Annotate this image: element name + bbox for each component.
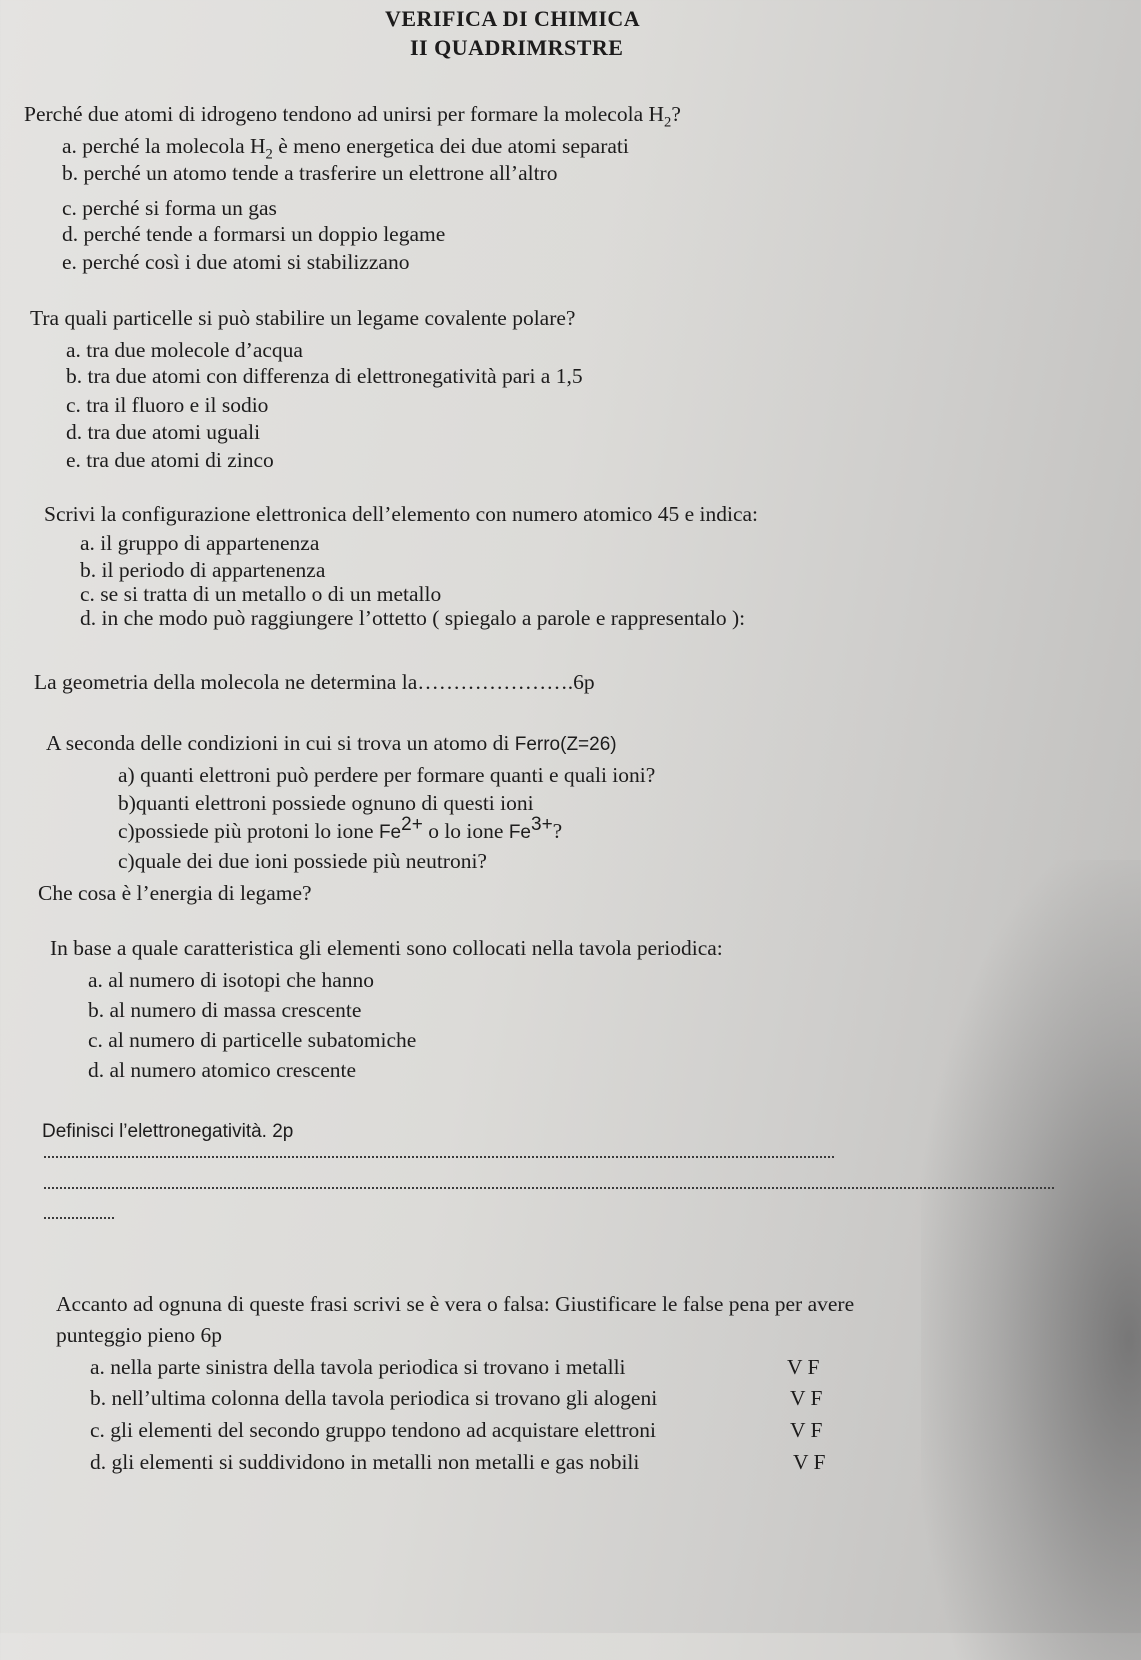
q3-option-c: c. se si tratta di un metallo o di un metallo: [80, 582, 442, 606]
q6-question: In base a quale caratteristica gli elementi sono collocati nella tavola periodica:: [50, 936, 723, 960]
q8-item-d-vf: V F: [793, 1450, 826, 1474]
q2-option-a: a. tra due molecole d’acqua: [66, 338, 303, 362]
q3-option-a: a. il gruppo di appartenenza: [80, 531, 320, 555]
q2-option-b: b. tra due atomi con differenza di elettronegatività pari a 1,5: [66, 364, 583, 388]
q1-option-c: c. perché si forma un gas: [62, 196, 277, 220]
q8-item-c-vf: V F: [790, 1418, 823, 1442]
q6-option-b: b. al numero di massa crescente: [88, 998, 362, 1022]
answer-line-2: [44, 1187, 1054, 1189]
q2-option-d: d. tra due atomi uguali: [66, 420, 261, 444]
q8-item-c: c. gli elementi del secondo gruppo tendono ad acquistare elettroni: [90, 1418, 656, 1442]
q2-option-c: c. tra il fluoro e il sodio: [66, 393, 269, 417]
q3-option-b: b. il periodo di appartenenza: [80, 558, 326, 582]
q2-question: Tra quali particelle si può stabilire un legame covalente polare?: [30, 306, 576, 330]
q4-option-c2: c)quale dei due ioni possiede più neutroni?: [118, 849, 487, 873]
q7-question: Definisci l’elettronegatività. 2p: [42, 1121, 294, 1142]
q4-option-b: b)quanti elettroni possiede ognuno di questi ioni: [118, 791, 534, 815]
q6-option-c: c. al numero di particelle subatomiche: [88, 1028, 417, 1052]
photo-shadow: [921, 860, 1141, 1660]
q8-item-b-vf: V F: [790, 1386, 823, 1410]
q1-option-d: d. perché tende a formarsi un doppio legame: [62, 222, 446, 246]
q8-intro-line2: punteggio pieno 6p: [56, 1323, 223, 1347]
q4-option-c: c)possiede più protoni lo ione $Fe^{2+}$ o lo ione $Fe^{3+}$?: [118, 813, 563, 843]
q1-question: Perché due atomi di idrogeno tendono ad unirsi per formare la molecola $H_2$?: [24, 102, 681, 131]
q8-item-b: b. nell’ultima colonna della tavola periodica si trovano gli alogeni: [90, 1386, 658, 1410]
q4-option-a: a) quanti elettroni può perdere per formare quanti e quali ioni?: [118, 763, 656, 787]
q8-item-a-vf: V F: [787, 1355, 820, 1379]
answer-line-3: [44, 1217, 114, 1219]
q6-option-d: d. al numero atomico crescente: [88, 1058, 357, 1082]
q2-option-e: e. tra due atomi di zinco: [66, 448, 274, 472]
q1-option-e: e. perché così i due atomi si stabilizzano: [62, 250, 410, 274]
q1-option-a: a. perché la molecola $H_2$ è meno energetica dei due atomi separati: [62, 134, 629, 163]
q3-geometry: La geometria della molecola ne determina la………………….6p: [34, 670, 595, 694]
q6-option-a: a. al numero di isotopi che hanno: [88, 968, 374, 992]
q8-item-a: a. nella parte sinistra della tavola periodica si trovano i metalli: [90, 1355, 626, 1379]
q3-option-d: d. in che modo può raggiungere l’ottetto ( spiegalo a parole e rappresentalo ):: [80, 606, 746, 630]
q8-intro-line1: Accanto ad ognuna di queste frasi scrivi se è vera o falsa: Giustificare le false pena per avere: [56, 1292, 855, 1316]
q3-question: Scrivi la configurazione elettronica dell’elemento con numero atomico 45 e indica:: [44, 502, 759, 526]
q4-question: A seconda delle condizioni in cui si trova un atomo di Ferro(Z=26): [46, 731, 617, 755]
page-subtitle: II QUADRIMRSTRE: [410, 35, 624, 60]
q5-question: Che cosa è l’energia di legame?: [38, 881, 312, 905]
q1-option-b: b. perché un atomo tende a trasferire un elettrone all’altro: [62, 161, 558, 185]
page-title: VERIFICA DI CHIMICA: [385, 6, 641, 31]
answer-line-1: [44, 1156, 834, 1158]
q8-item-d: d. gli elementi si suddividono in metalli non metalli e gas nobili: [90, 1450, 640, 1474]
